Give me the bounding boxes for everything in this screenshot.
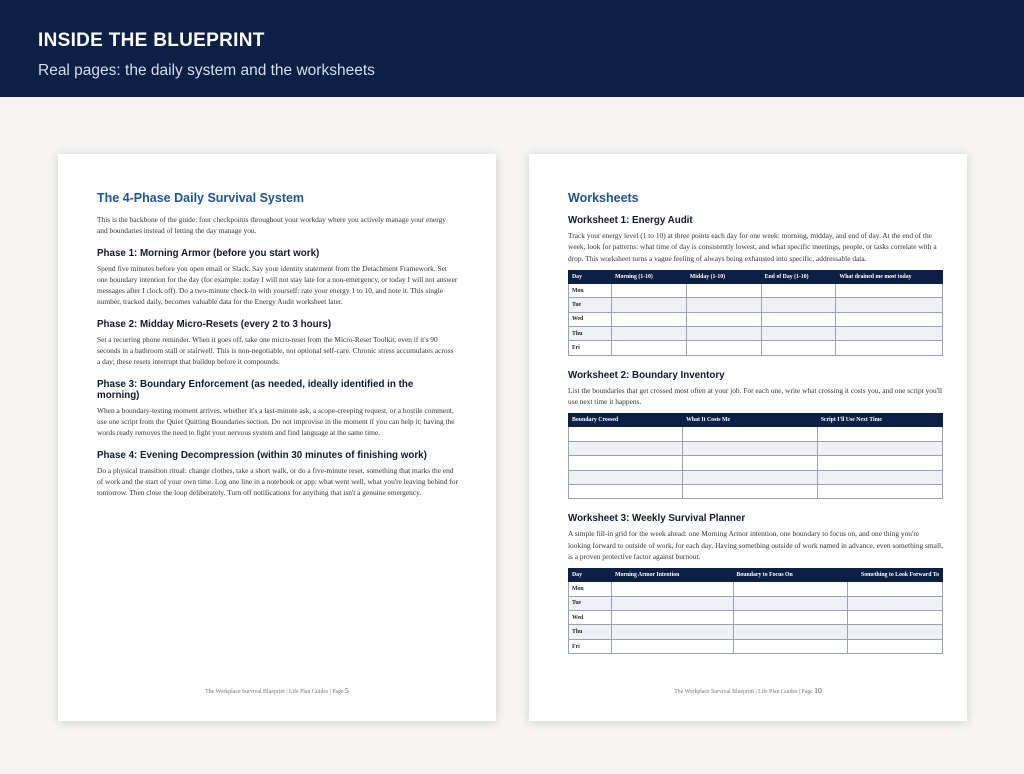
day-cell: Wed [569,611,612,625]
table-header-row [569,414,943,427]
table-cell [612,298,687,312]
right-page-content [568,191,943,654]
worksheet-3-body: A simple fill-in grid for the week ahead: one Morning Armor intention, one boundary to focus on, and one thing you're looking forward to outside of work, for each day. Having something outside of work named in advance, even something small, is a proven protective factor against burnout. [568,529,943,561]
table-cell [612,596,734,610]
right-page-preview [529,154,967,721]
day-cell: Thu [569,327,612,341]
table-cell [686,298,761,312]
table-cell [612,625,734,639]
table-cell [817,441,942,455]
day-cell: Mon [569,582,612,596]
left-page-content [97,191,458,498]
column-header: What It Costs Me [683,414,818,427]
day-cell: Thu [569,625,612,639]
table-row [569,298,943,312]
table-cell [817,456,942,470]
phase-4-heading: Phase 4: Evening Decompression (within 30 minutes of finishing work) [97,449,427,461]
table-header-row [569,569,943,582]
table-row [569,639,943,653]
table-cell [817,427,942,441]
worksheet-1-body: Track your energy level (1 to 10) at three points each day for one week: morning, midday, and end of day. At the end of the week, look for patterns: what time of day is consistently lowest, and what specific meetings, people, or tasks correlate with a drop. This worksheet turns a vague feeling of always being exhausted into specific, addressable data. [568,231,937,263]
left-page-intro: This is the backbone of the guide: four checkpoints throughout your workday where you actively manage your energy and boundaries instead of letting the day manage you. [97,215,446,236]
table-cell [761,341,836,355]
table-row [569,596,943,610]
phase-3-heading: Phase 3: Boundary Enforcement (as needed, ideally identified in the morning) [97,378,414,401]
table-cell [847,625,942,639]
table-cell [683,456,818,470]
table-row [569,470,943,484]
phase-2-heading: Phase 2: Midday Micro-Resets (every 2 to 3 hours) [97,318,332,330]
table-cell [847,582,942,596]
column-header: Boundary Crossed [569,414,683,427]
table-row [569,456,943,470]
column-header: Midday (1-10) [686,270,761,283]
phase-1-heading: Phase 1: Morning Armor (before you start work) [97,247,320,259]
weekly-planner-table [568,568,943,654]
table-header-row [569,270,943,283]
column-header: Morning Armor Intention [612,569,734,582]
phase-3-body: When a boundary-testing moment arrives, whether it's a last-minute ask, a scope-creeping request, or a hostile comment, use one script from the Quiet Quitting Boundaries section. Do not improvise in the moment if you can help it; having the words ready removes the need to fight your nervous system and find language at the same time. [97,405,455,438]
table-cell [836,283,943,297]
table-cell [817,470,942,484]
phase-2-body: Set a recurring phone reminder. When it goes off, take one micro-reset from the Micro-Reset Toolkit, even if it's 90 seconds in a bathroom stall or stairwell. This is non-negotiable, not optional self-care. Chronic stress accumulates across a day; these resets interrupt that buildup before it compounds. [97,334,454,367]
table-row [569,441,943,455]
table-cell [733,639,847,653]
day-cell: Mon [569,283,612,297]
table-row [569,582,943,596]
column-header: Script I'll Use Next Time [817,414,942,427]
worksheet-1-heading: Worksheet 1: Energy Audit [568,215,693,226]
column-header: Day [569,270,612,283]
table-cell [612,312,687,326]
day-cell: Wed [569,312,612,326]
table-cell [836,341,943,355]
phase-1-body: Spend five minutes before you open email or Slack. Say your identity statement from the Detachment Framework. Set one boundary intention for the day (for example: today I will not stay late for a non-emergency, or today I will not answer messages after I clock off). Do a two-minute check-in with yourself: rate your energy 1 to 10, and note it. This single number, tracked daily, becomes valuable data for the Energy Audit worksheet later. [97,263,458,307]
table-cell [612,283,687,297]
column-header: Boundary to Focus On [733,569,847,582]
left-page-number: 5 [345,686,349,695]
banner-title: INSIDE THE BLUEPRINT [38,30,265,51]
column-header: Morning (1-10) [612,270,687,283]
table-row [569,283,943,297]
worksheet-2-body: List the boundaries that get crossed most often at your job. For each one, write what crossing it costs you, and one script you'll use next time it happens. [568,385,943,407]
day-cell: Tue [569,298,612,312]
table-row [569,485,943,499]
table-cell [612,327,687,341]
table-cell [686,283,761,297]
table-cell [569,485,683,499]
table-cell [761,298,836,312]
column-header: Day [569,569,612,582]
table-cell [847,639,942,653]
worksheet-3-heading: Worksheet 3: Weekly Survival Planner [568,513,746,525]
table-cell [686,312,761,326]
table-cell [683,470,818,484]
table-cell [817,485,942,499]
left-page-preview [58,154,496,721]
table-cell [686,327,761,341]
table-cell [612,611,734,625]
table-row [569,625,943,639]
table-cell [612,341,687,355]
column-header: What drained me most today [836,270,943,283]
table-cell [612,582,734,596]
table-cell [733,582,847,596]
table-cell [761,327,836,341]
table-cell [612,639,734,653]
table-cell [683,427,818,441]
table-cell [686,341,761,355]
phase-4-body: Do a physical transition ritual: change clothes, take a short walk, or do a five-minute reset, something that marks the end of work and the start of your own time. Log one line in a notebook or app: what went well, what you're leaving behind for tomorrow. Then close the loop deliberately. Turn off notifications for anything that isn't a genuine emergency. [97,465,458,498]
table-cell [836,312,943,326]
right-page-title: Worksheets [568,191,639,205]
table-cell [761,283,836,297]
energy-audit-table [568,270,943,356]
table-row [569,611,943,625]
table-row [569,327,943,341]
table-cell [847,611,942,625]
left-page-footer [58,686,496,695]
table-row [569,427,943,441]
table-cell [569,441,683,455]
column-header: End of Day (1-10) [761,270,836,283]
left-page-title: The 4-Phase Daily Survival System [97,191,305,205]
day-cell: Fri [569,341,612,355]
table-row [569,341,943,355]
table-cell [569,456,683,470]
worksheet-2-heading: Worksheet 2: Boundary Inventory [568,369,725,381]
table-cell [761,312,836,326]
right-page-number: 10 [814,686,822,695]
left-footer-text: The Workplace Survival Blueprint | Life Plan Guides | Page [205,689,344,695]
table-cell [836,327,943,341]
table-cell [569,427,683,441]
table-cell [569,470,683,484]
day-cell: Fri [569,639,612,653]
table-cell [733,625,847,639]
boundary-inventory-table [568,413,943,499]
table-cell [683,441,818,455]
table-cell [847,596,942,610]
table-row [569,312,943,326]
table-cell [733,611,847,625]
table-cell [733,596,847,610]
column-header: Something to Look Forward To [847,569,942,582]
header-banner [0,0,1024,97]
day-cell: Tue [569,596,612,610]
table-cell [836,298,943,312]
right-footer-text: The Workplace Survival Blueprint | Life Plan Guides | Page [674,689,813,695]
right-page-footer [529,686,967,695]
table-cell [683,485,818,499]
banner-subtitle: Real pages: the daily system and the worksheets [38,62,375,79]
